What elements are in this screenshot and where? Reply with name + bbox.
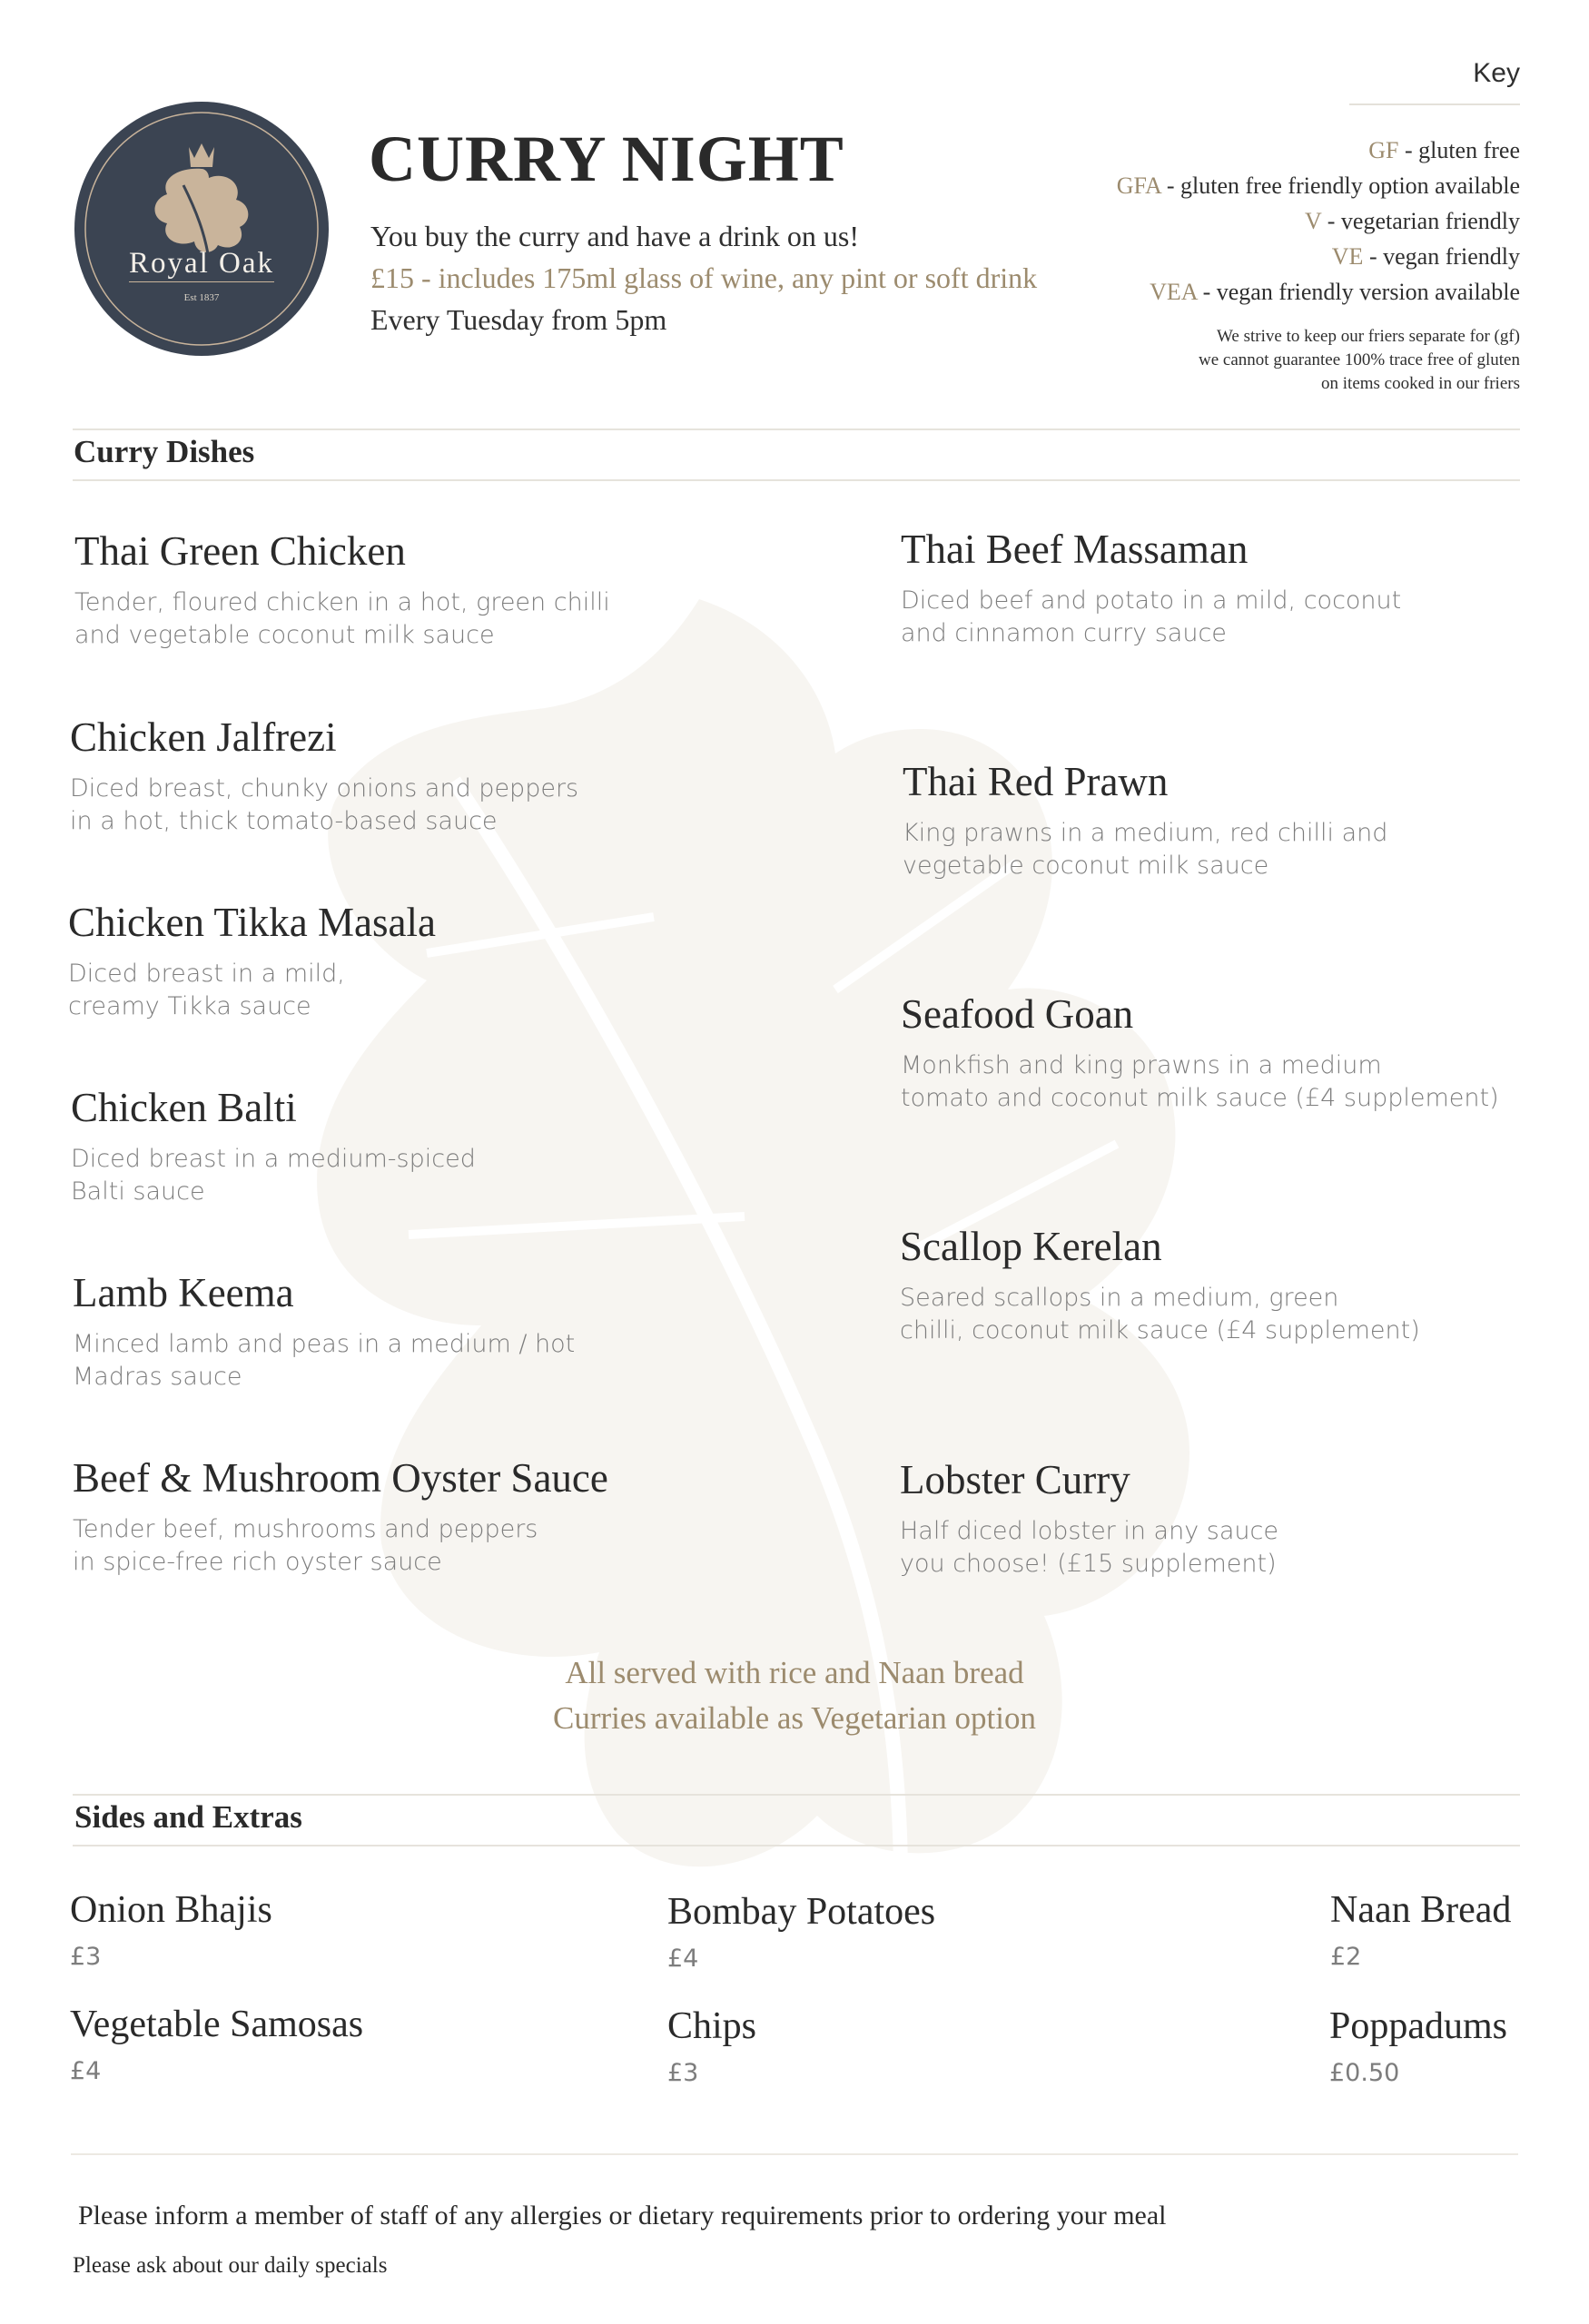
side-name: Onion Bhajis [70,1889,272,1931]
dish-item [71,1083,779,1208]
key-item: GFA - gluten free friendly option available [1116,172,1520,199]
side-name: Bombay Potatoes [667,1891,936,1933]
logo-est: Est 1837 [183,292,220,303]
dish-item [900,1222,1589,1347]
side-price: £0.50 [1329,2059,1400,2087]
dish-name: Beef & Mushroom Oyster Sauce [73,1455,608,1501]
dish-description: Tender beef, mushrooms and peppers in spice-free rich oyster sauce [73,1515,538,1576]
dish-name: Chicken Tikka Masala [68,900,436,945]
dish-name: Scallop Kerelan [900,1224,1162,1269]
side-name: Chips [667,2005,757,2047]
dish-name: Lamb Keema [73,1270,294,1315]
key-divider [1349,103,1520,105]
key-item: VE - vegan friendly [1331,243,1520,270]
section-rule [73,428,1520,430]
gluten-note: We strive to keep our friers separate for (gf) we cannot guarantee 100% trace free of gluten on items cooked in our friers [1199,327,1520,393]
dish-item [901,525,1589,650]
dish-description: Seared scallops in a medium, green chilli, coconut milk sauce (£4 supplement) [900,1284,1420,1344]
side-name: Naan Bread [1330,1889,1512,1931]
dish-description: Tender, floured chicken in a hot, green chilli and vegetable coconut milk sauce [74,588,610,649]
key-title: Key [1473,58,1520,88]
dish-description: Diced breast in a medium-spiced Balti sauce [71,1145,476,1206]
dish-description: Half diced lobster in any sauce you choose! (£15 supplement) [900,1517,1278,1578]
side-price: £4 [667,1945,699,1973]
dish-name: Lobster Curry [900,1457,1130,1502]
dish-item [74,527,783,652]
dish-item [903,757,1589,882]
dish-name: Thai Beef Massaman [901,527,1248,572]
side-item [70,2001,363,2085]
dish-item [900,1455,1589,1581]
promo-line-2: £15 - includes 175ml glass of wine, any pint or soft drink [370,261,1038,294]
dish-item [901,990,1589,1115]
section-rule [73,1845,1520,1846]
key-list [1117,133,1520,310]
dish-name: Thai Red Prawn [903,759,1169,804]
curry-section-title: Curry Dishes [74,434,255,469]
dish-item [70,713,778,838]
promo-line-1: You buy the curry and have a drink on us! [370,220,859,252]
side-price: £2 [1330,1943,1362,1971]
dish-description: Monkfish and king prawns in a medium tomato and coconut milk sauce (£4 supplement) [901,1051,1499,1112]
dish-name: Chicken Jalfrezi [70,714,337,760]
side-item [70,1886,272,1971]
logo-name: Royal Oak [128,247,275,280]
dish-description: Diced breast, chunky onions and peppers in a hot, thick tomato-based sauce [70,774,579,835]
dish-name: Thai Green Chicken [74,528,406,574]
side-item [1329,2003,1507,2087]
side-item [667,1888,935,1973]
allergy-notice: Please inform a member of staff of any allergies or dietary requirements prior to ordering your meal [78,2201,1167,2230]
page-title: CURRY NIGHT [369,123,844,195]
royal-oak-logo [73,100,331,358]
side-item [667,2003,756,2087]
section-rule [73,1794,1520,1796]
dish-item [73,1268,781,1393]
dish-description: Minced lamb and peas in a medium / hot Madras sauce [73,1330,576,1391]
section-rule [73,479,1520,481]
dish-name: Seafood Goan [901,991,1134,1037]
key-item: V - vegetarian friendly [1304,208,1520,234]
side-name: Vegetable Samosas [70,2004,364,2045]
side-price: £3 [70,1943,102,1971]
side-item [1330,1886,1511,1971]
dish-description: Diced breast in a mild, creamy Tikka sauce [68,960,345,1020]
specials-notice: Please ask about our daily specials [73,2253,388,2278]
dish-description: Diced beef and potato in a mild, coconut and cinnamon curry sauce [901,586,1402,647]
key-item: GF - gluten free [1368,137,1520,163]
side-name: Poppadums [1329,2005,1508,2047]
dish-name: Chicken Balti [71,1085,297,1130]
served-note: All served with rice and Naan bread Curries available as Vegetarian option [553,1655,1036,1736]
logo-divider [129,281,274,282]
dish-description: King prawns in a medium, red chilli and vegetable coconut milk sauce [903,819,1388,880]
promo-line-3: Every Tuesday from 5pm [370,303,667,336]
side-price: £4 [70,2057,102,2085]
footer-rule [71,2153,1518,2155]
dish-item [68,898,776,1023]
sides-section-title: Sides and Extras [74,1799,302,1835]
dish-item [73,1453,781,1579]
key-item: VEA - vegan friendly version available [1150,279,1520,305]
side-price: £3 [667,2059,699,2087]
